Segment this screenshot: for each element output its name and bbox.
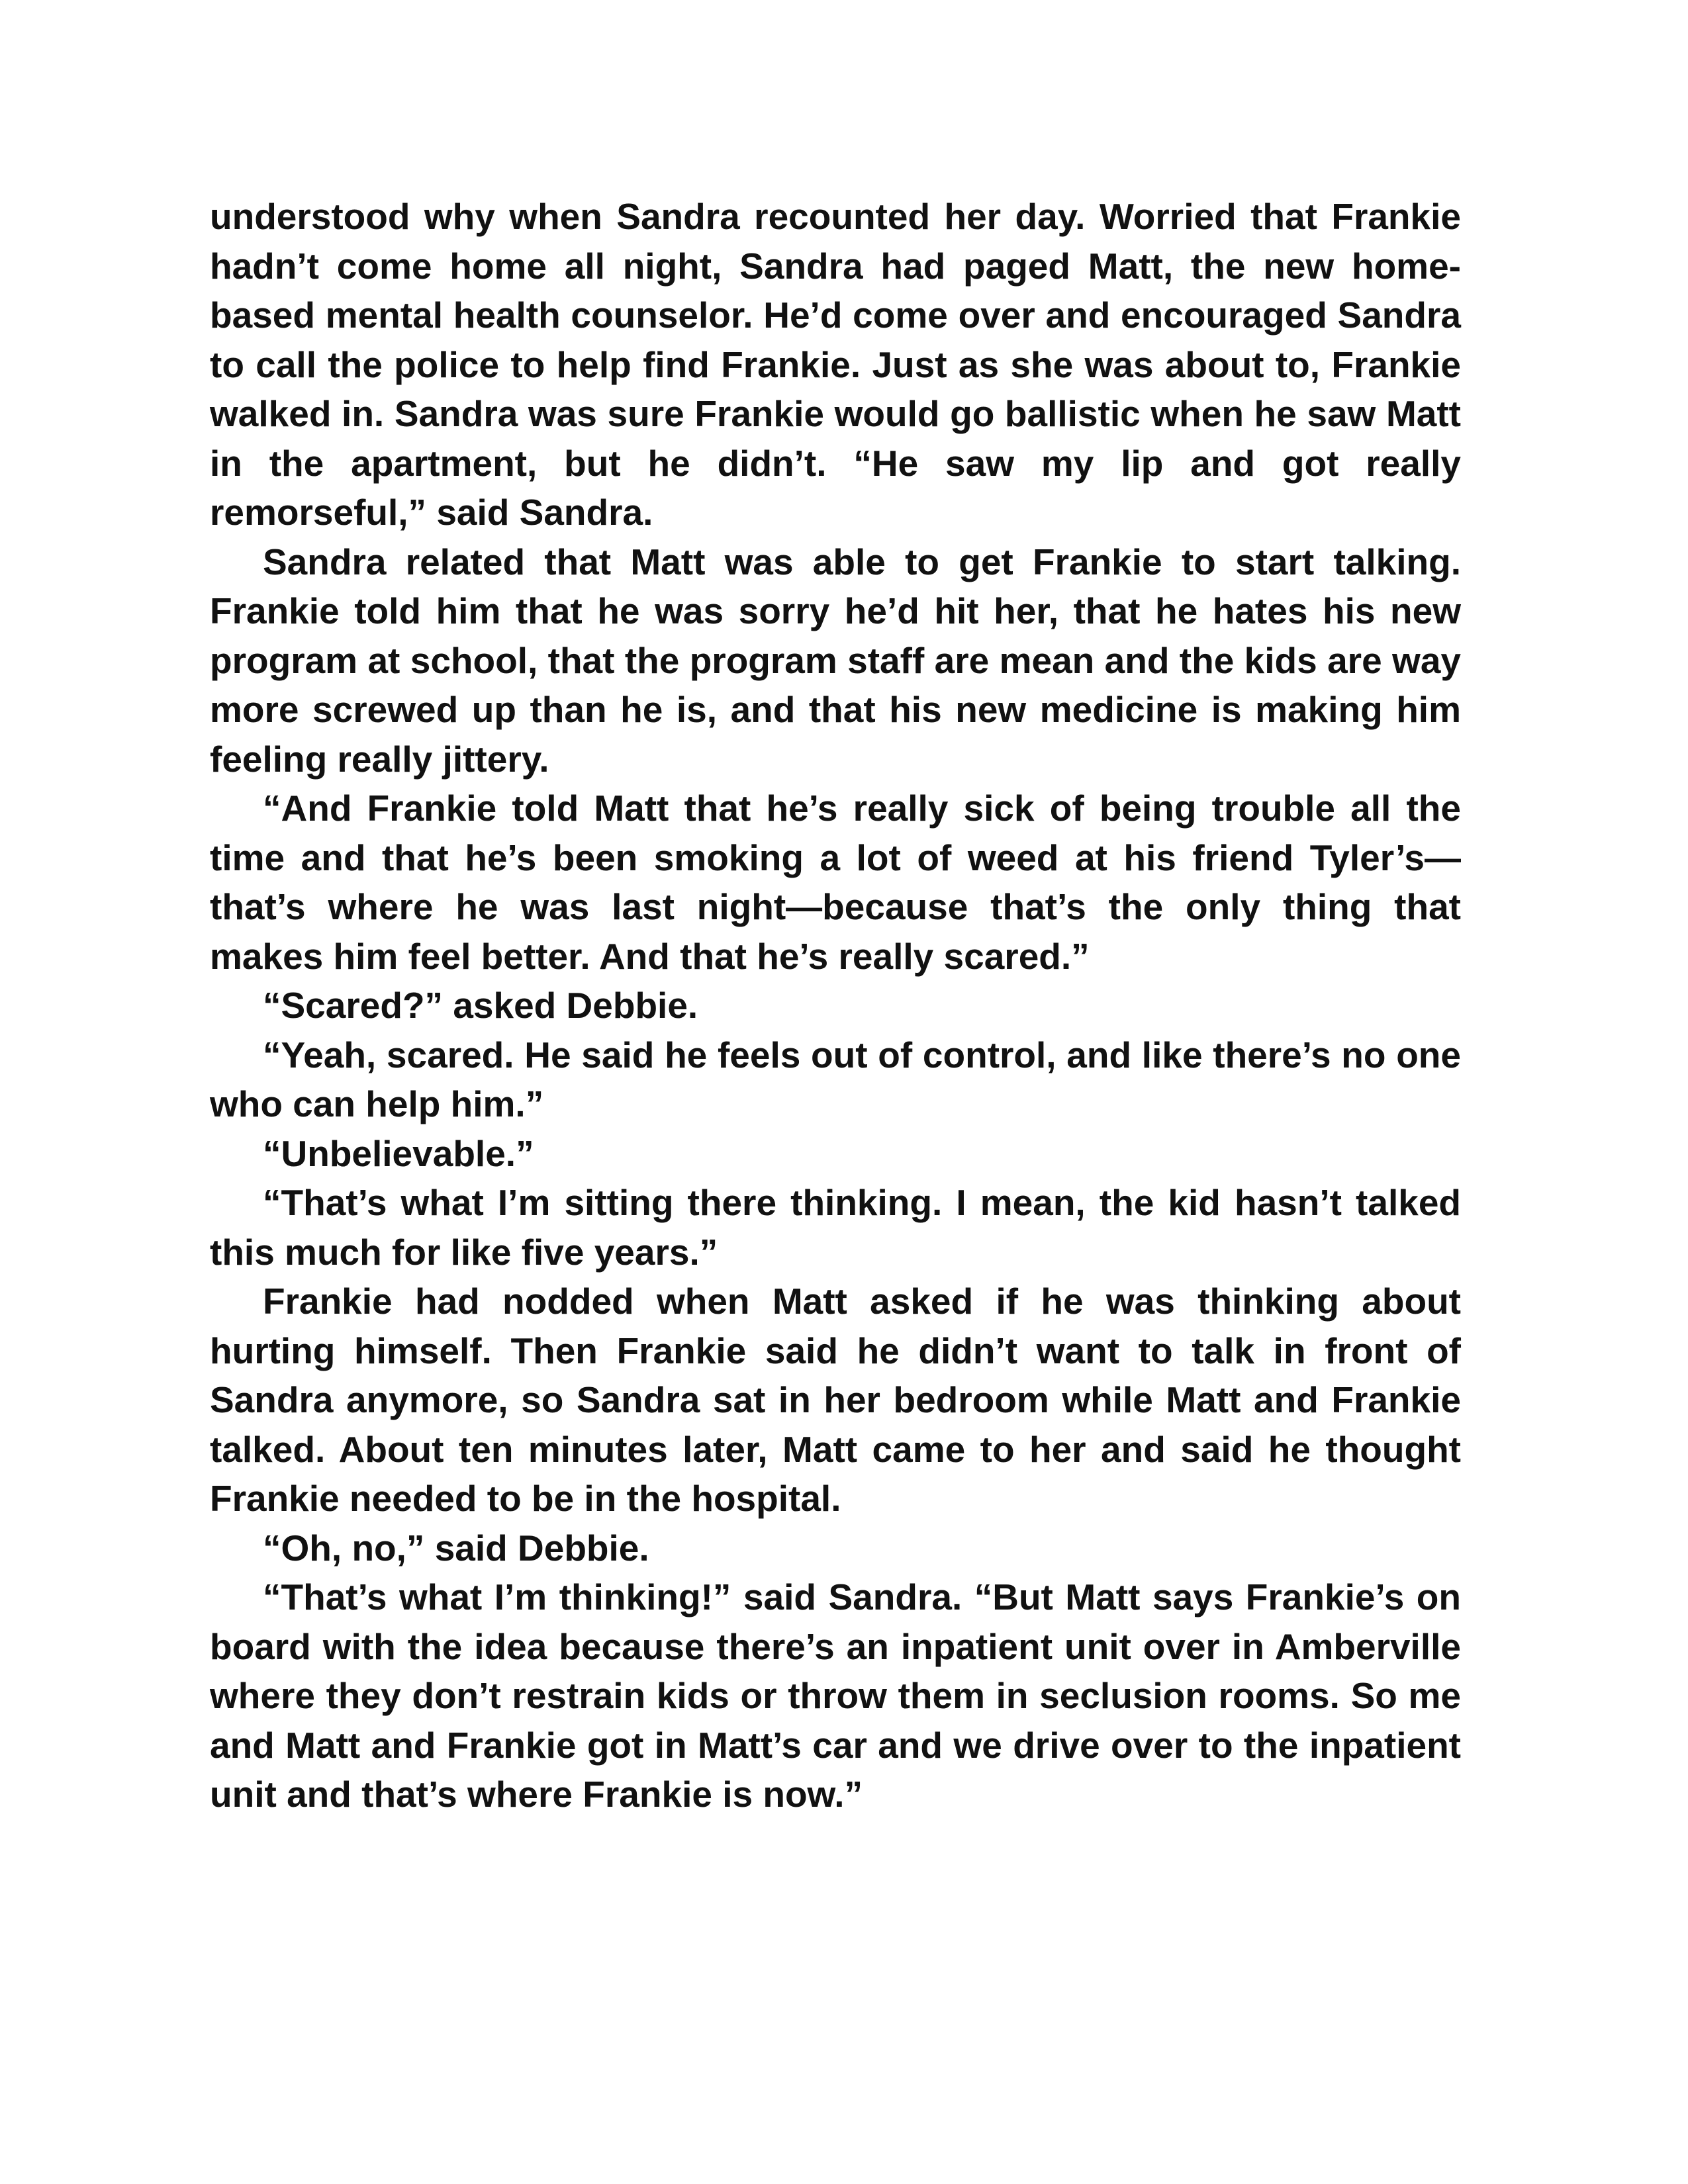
paragraph-2: Sandra related that Matt was able to get Frankie to start talking. Frankie told him that he was sorry he’d hit her, that he hates his new program at school, that the program staff are mean and the kids are way more screwed up than he is, and that his new medicine is making him feeling really jittery. — [210, 541, 1461, 780]
paragraph-6: “Unbelievable.” — [263, 1132, 534, 1174]
paragraph-3: “And Frankie told Matt that he’s really sick of being trouble all the time and that he’s been smoking a lot of weed at his friend Tyler’s—that’s where he was last night—because that’s the only thing that makes him feel better. And that he’s really scared.” — [210, 788, 1461, 977]
paragraph-9: “Oh, no,” said Debbie. — [263, 1527, 649, 1569]
paragraph-7: “That’s what I’m sitting there thinking. I mean, the kid hasn’t talked this much for like five years.” — [210, 1182, 1461, 1273]
paragraph-4: “Scared?” asked Debbie. — [263, 985, 698, 1026]
paragraph-10: “That’s what I’m thinking!” said Sandra. “But Matt says Frankie’s on board with the idea because there’s an inpatient unit over in Amberville where they don’t restrain kids or throw them in seclusion rooms. So me and Matt and Frankie got in Matt’s car and we drive over to the inpatient unit and that’s where Frankie is now.” — [210, 1576, 1461, 1815]
page-body — [210, 192, 1461, 1819]
paragraph-8: Frankie had nodded when Matt asked if he was thinking about hurting himself. Then Frankie said he didn’t want to talk in front of Sandra anymore, so Sandra sat in her bedroom while Matt and Frankie talked. About ten minutes later, Matt came to her and said he thought Frankie needed to be in the hospital. — [210, 1281, 1461, 1519]
paragraph-5: “Yeah, scared. He said he feels out of control, and like there’s no one who can help him.” — [210, 1034, 1461, 1124]
paragraph-1: understood why when Sandra recounted her day. Worried that Frankie hadn’t come home all night, Sandra had paged Matt, the new home-based mental health counselor. He’d come over and encouraged Sandra to call the police to help find Frankie. Just as she was about to, Frankie walked in. Sandra was sure Frankie would go ballistic when he saw Matt in the apartment, but he didn’t. “He saw my lip and got really remorseful,” said Sandra. — [210, 196, 1461, 533]
